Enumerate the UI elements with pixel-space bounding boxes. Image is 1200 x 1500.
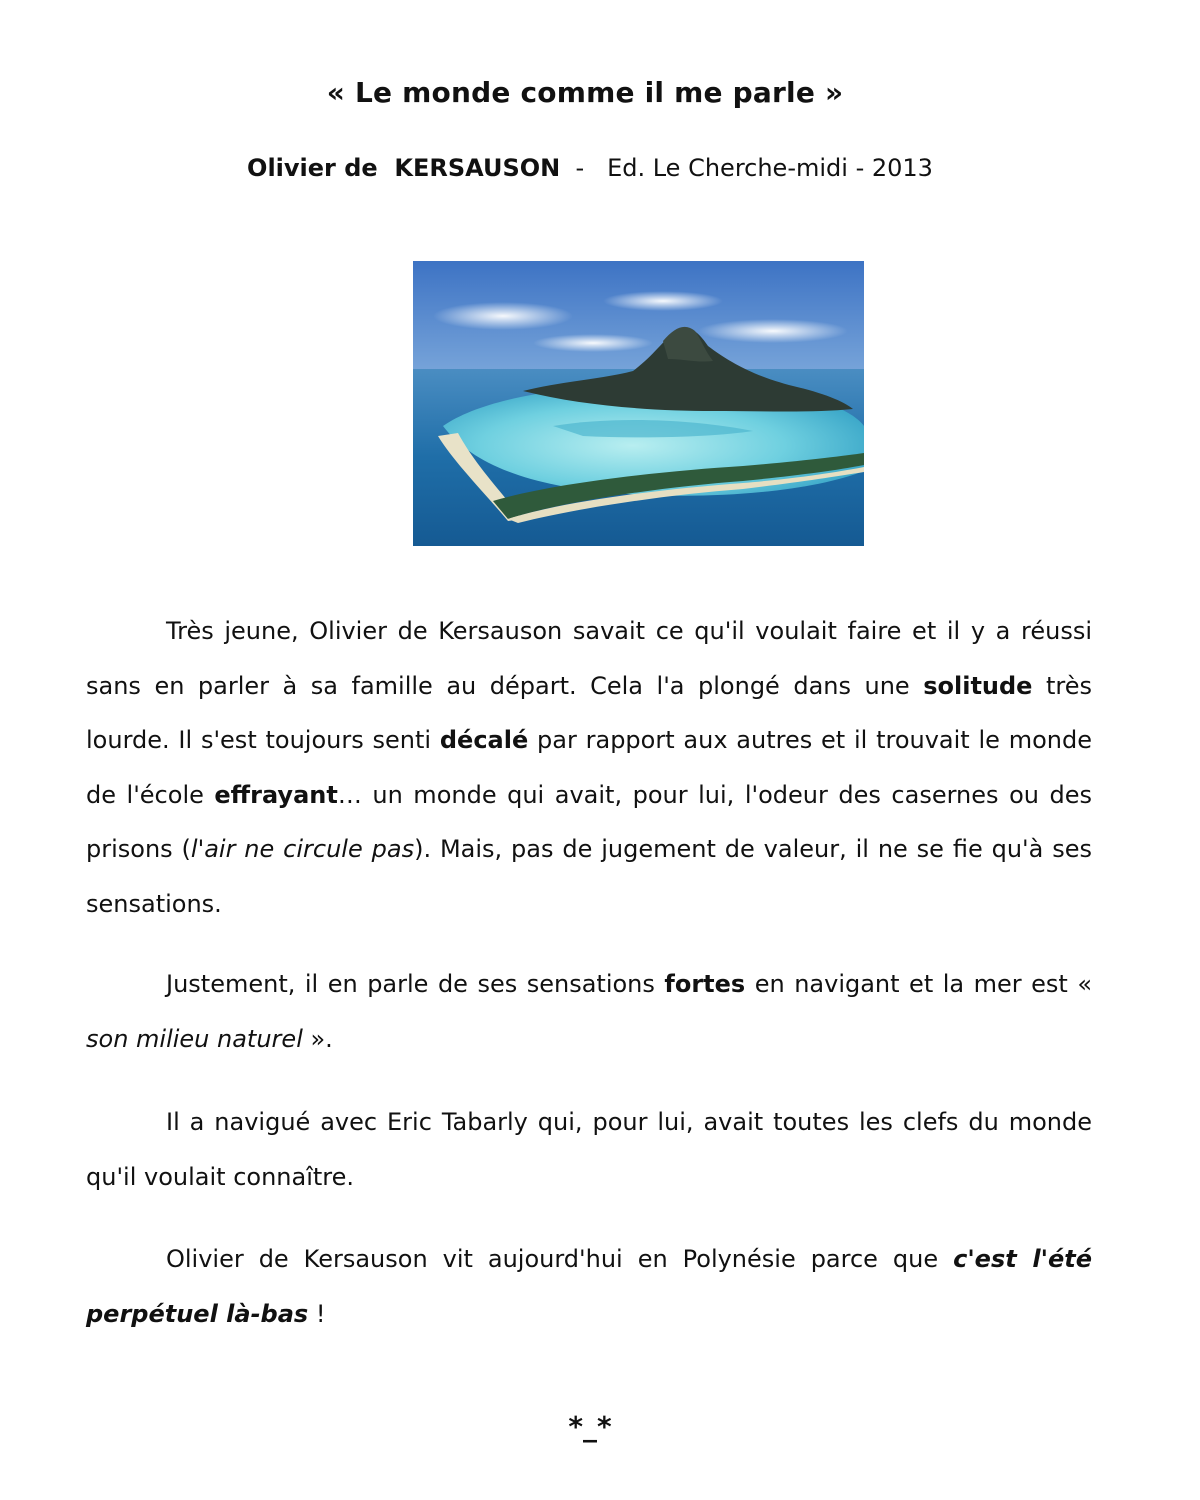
italic-phrase: l'air ne circule pas <box>190 835 415 863</box>
cloud <box>698 319 848 343</box>
text-run: … un monde qui avait, pour lui, l'odeur des casernes ou des prisons ( <box>86 780 1092 863</box>
text-run: Olivier de Kersauson vit aujourd'hui en Polynésie parce que <box>166 1245 954 1273</box>
bold-word: effrayant <box>214 780 338 809</box>
byline-author: Olivier de KERSAUSON <box>247 154 561 182</box>
bold-italic-phrase: c'est l'été perpétuel là-bas <box>86 1245 1092 1328</box>
paragraph-4 <box>86 1232 1092 1341</box>
bold-word: fortes <box>664 970 746 998</box>
paragraph-1 <box>86 604 1092 931</box>
text-run: Il a navigué avec Eric Tabarly qui, pour lui, avait toutes les clefs du monde qu'il voulait connaître. <box>86 1108 1092 1191</box>
bold-word: solitude <box>923 671 1033 700</box>
paragraph-3 <box>86 1095 1092 1204</box>
text-run: très lourde. Il s'est toujours senti <box>86 671 1093 754</box>
byline-separator: - <box>560 154 608 182</box>
island-illustration <box>413 261 864 546</box>
paragraph-2 <box>86 957 1092 1066</box>
text-run: Justement, il en parle de ses sensations <box>166 970 665 998</box>
bold-word: décalé <box>439 726 529 754</box>
document-title: « Le monde comme il me parle » <box>326 76 844 109</box>
text-run: ». <box>302 1024 333 1053</box>
italic-phrase: son milieu naturel <box>86 1024 303 1053</box>
cloud <box>533 334 653 352</box>
text-run: en navigant et la mer est « <box>745 970 1093 998</box>
text-run: Très jeune, Olivier de Kersauson savait ce qu'il voulait faire et il y a réussi sans en parler à sa famille au départ. Cela l'a plongé dans une <box>86 617 1092 700</box>
cloud <box>433 302 573 330</box>
text-run: par rapport aux autres et il trouvait le monde de l'école <box>86 726 1092 809</box>
byline <box>0 154 1180 182</box>
byline-publisher: Ed. Le Cherche-midi - 2013 <box>607 154 933 182</box>
cloud <box>603 291 723 311</box>
text-run: ! <box>308 1299 326 1328</box>
island-photo <box>413 261 864 546</box>
text-run: ). Mais, pas de jugement de valeur, il ne se fie qu'à ses sensations. <box>86 835 1092 918</box>
end-separator: *_* <box>568 1410 612 1443</box>
